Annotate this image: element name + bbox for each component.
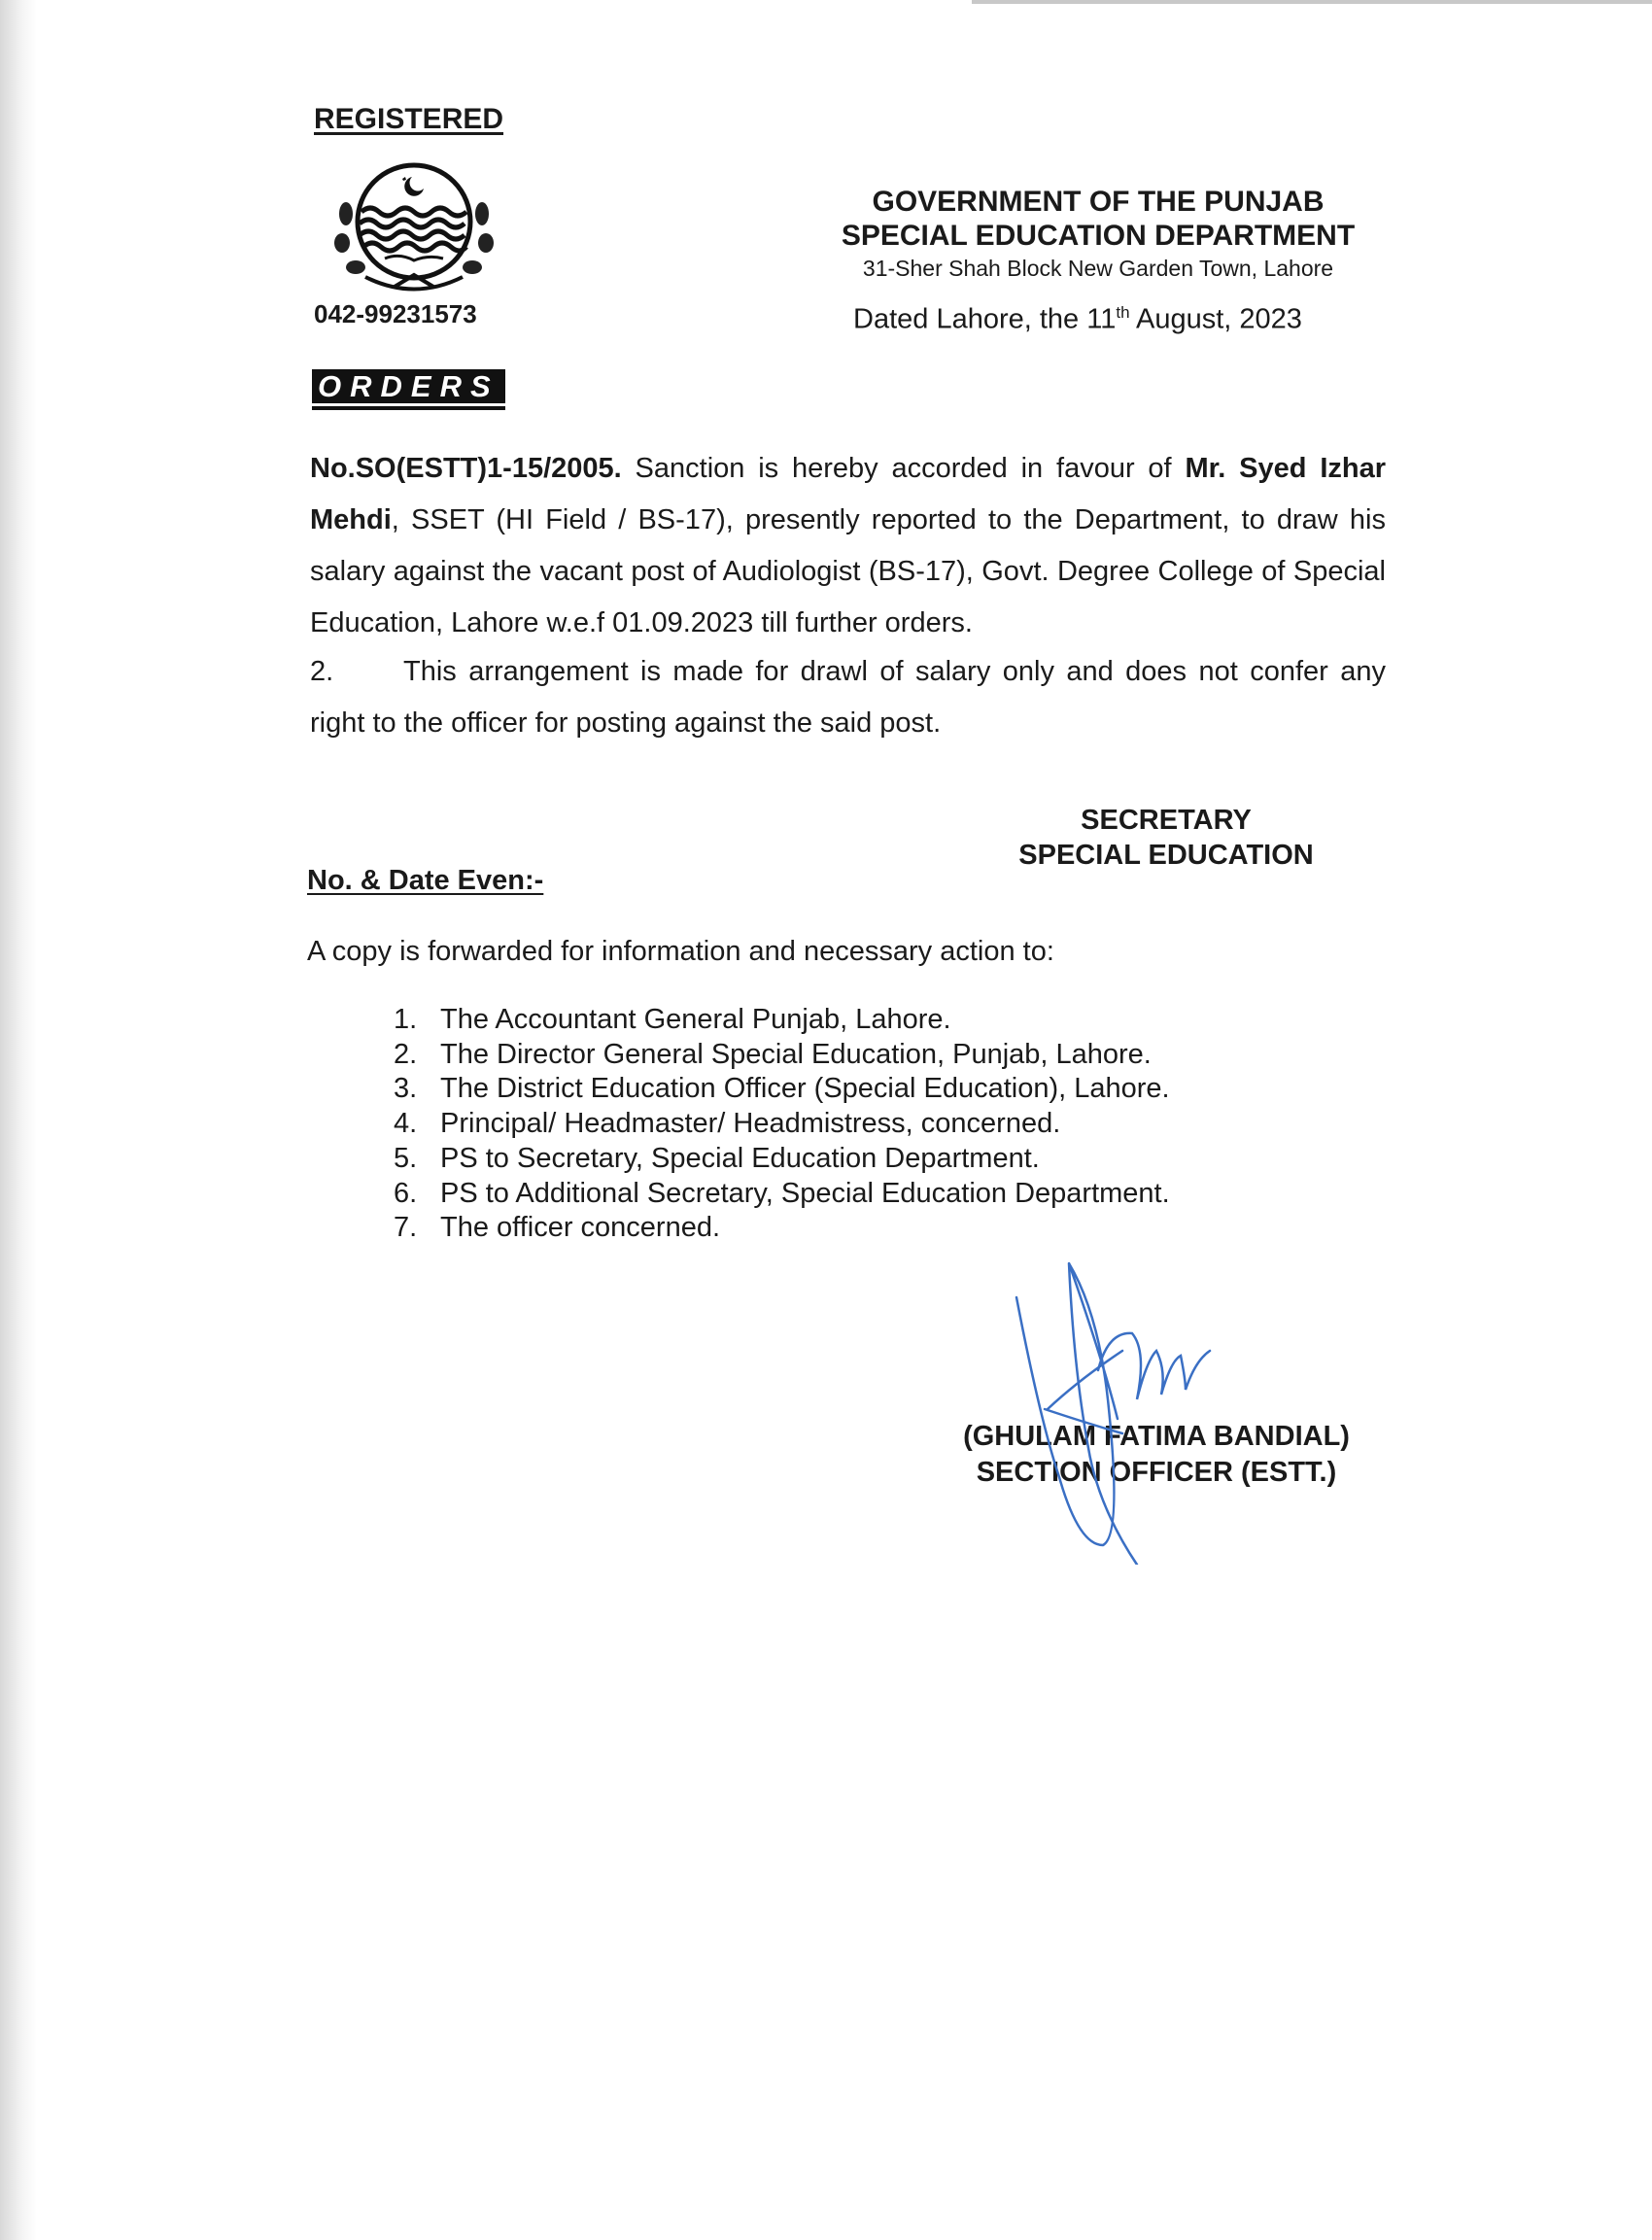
date-line — [853, 303, 1302, 336]
secretary-block — [972, 803, 1360, 873]
government-title: GOVERNMENT OF THE PUNJAB — [872, 186, 1325, 218]
list-item: 4. Principal/ Headmaster/ Headmistress, concerned. — [394, 1108, 1061, 1140]
punjab-emblem-logo — [327, 155, 501, 301]
paragraph-number: 2. — [310, 656, 334, 687]
registered-label: REGISTERED — [314, 103, 504, 135]
list-item: 2. The Director General Special Education, Punjab, Lahore. — [394, 1038, 1152, 1070]
officer-name: Mr. Syed Izhar Mehdi — [310, 453, 1387, 535]
p1-text-a: Sanction is hereby accorded in favour of — [621, 453, 1186, 484]
list-item: 3. The District Education Officer (Special Education), Lahore. — [394, 1073, 1170, 1105]
secretary-dept: SPECIAL EDUCATION — [1018, 840, 1314, 871]
copy-forwarded-text: A copy is forwarded for information and necessary action to: — [307, 936, 1054, 967]
department-title: SPECIAL EDUCATION DEPARTMENT — [841, 220, 1356, 252]
list-item: 5. PS to Secretary, Special Education Department. — [394, 1142, 1040, 1174]
secretary-title: SECRETARY — [1081, 805, 1252, 836]
order-paragraph-1 — [310, 443, 1386, 649]
list-item: 6. PS to Additional Secretary, Special Education Department. — [394, 1177, 1170, 1209]
reference-number: No.SO(ESTT)1-15/2005. — [310, 453, 622, 484]
phone-number: 042-99231573 — [314, 299, 477, 328]
p2-text: This arrangement is made for drawl of salary only and does not confer any right to the officer for posting against the said post. — [310, 656, 1386, 739]
no-date-even-label: No. & Date Even:- — [307, 865, 544, 896]
department-address: 31-Sher Shah Block New Garden Town, Lahore — [862, 256, 1334, 281]
date-prefix: Dated Lahore, the 11 — [853, 303, 1117, 335]
recipient-list — [394, 1003, 1170, 1246]
p1-text-b: , SSET (HI Field / BS-17), presently reported to the Department, to draw his salary against the vacant post of Audiologist (BS-17), Govt. Degree College of Special Education, Lahore w.e.f 01.09.2023 till further orders. — [310, 504, 1386, 638]
scan-edge — [0, 0, 37, 2240]
letterhead — [758, 185, 1438, 284]
order-paragraph-2 — [310, 646, 1386, 749]
signatory-name: (GHULAM FATIMA BANDIAL) — [963, 1421, 1350, 1452]
scan-top-edge — [972, 0, 1652, 4]
date-ordinal: th — [1116, 303, 1130, 322]
handwritten-signature — [1001, 1254, 1254, 1565]
list-item: 1. The Accountant General Punjab, Lahore. — [394, 1004, 951, 1035]
list-item: 7. The officer concerned. — [394, 1212, 721, 1244]
signatory-title: SECTION OFFICER (ESTT.) — [976, 1457, 1337, 1488]
date-suffix: August, 2023 — [1129, 303, 1302, 335]
orders-heading: ORDERS — [312, 369, 505, 406]
